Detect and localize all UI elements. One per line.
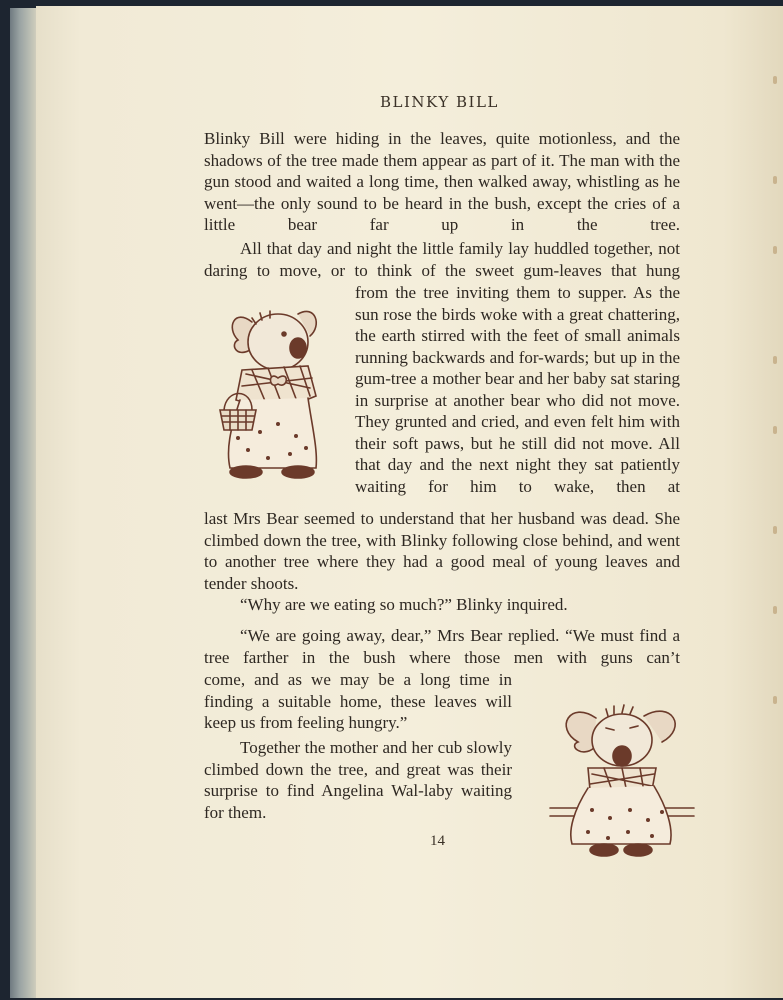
paragraph-1: Blinky Bill were hiding in the leaves, quite motionless, and the shadows of the tree made them appear as part of it. The man with the gun stood and waited a long time, then walked away, whistling as he went—the only sound to be heard in the bush, except the cries of a little bear far up in the tree. xyxy=(204,129,680,234)
book-binding xyxy=(10,8,38,998)
paragraph-4-wrap: come, and as we may be a long time in finding a suitable home, these leaves will keep us from feeling hungry.” xyxy=(204,670,512,732)
paragraph-2-wrap: from the tree inviting them to supper. As the sun rose the birds woke with a great chattering, the earth stirred with the feet of small animals running backwards and for-wards; but up in the gum-tree a mother bear and her baby sat staring in surprise at another bear who did not move. They grunted and cried, and even felt him with their soft paws, but he still did not move. All that day and the next night they sat patiently waiting for him to wake, then at xyxy=(355,283,680,496)
running-header: BLINKY BILL xyxy=(380,93,499,111)
koala-eating-illustration xyxy=(548,698,698,863)
page-number: 14 xyxy=(430,833,445,849)
paragraph-3: “Why are we eating so much?” Blinky inquired. xyxy=(240,595,568,614)
paragraph-2-start: All that day and night the little family lay huddled together, not daring to move, or to think of the sweet gum-leaves that hung xyxy=(204,239,680,280)
page-edge-marks xyxy=(761,46,783,946)
paragraph-5: Together the mother and her cub slowly climbed down the tree, and great was their surprise to find Angelina Wal-laby waiting for them. xyxy=(204,738,512,822)
paragraph-4-start: “We are going away, dear,” Mrs Bear replied. “We must find a tree farther in the bush where those men with guns can’t xyxy=(204,626,680,667)
koala-with-basket-illustration xyxy=(212,300,332,485)
paragraph-2-end: last Mrs Bear seemed to understand that her husband was dead. She climbed down the tree, with Blinky following close behind, and went to another tree where they had a good meal of young leaves and tender shoots. xyxy=(204,509,680,593)
